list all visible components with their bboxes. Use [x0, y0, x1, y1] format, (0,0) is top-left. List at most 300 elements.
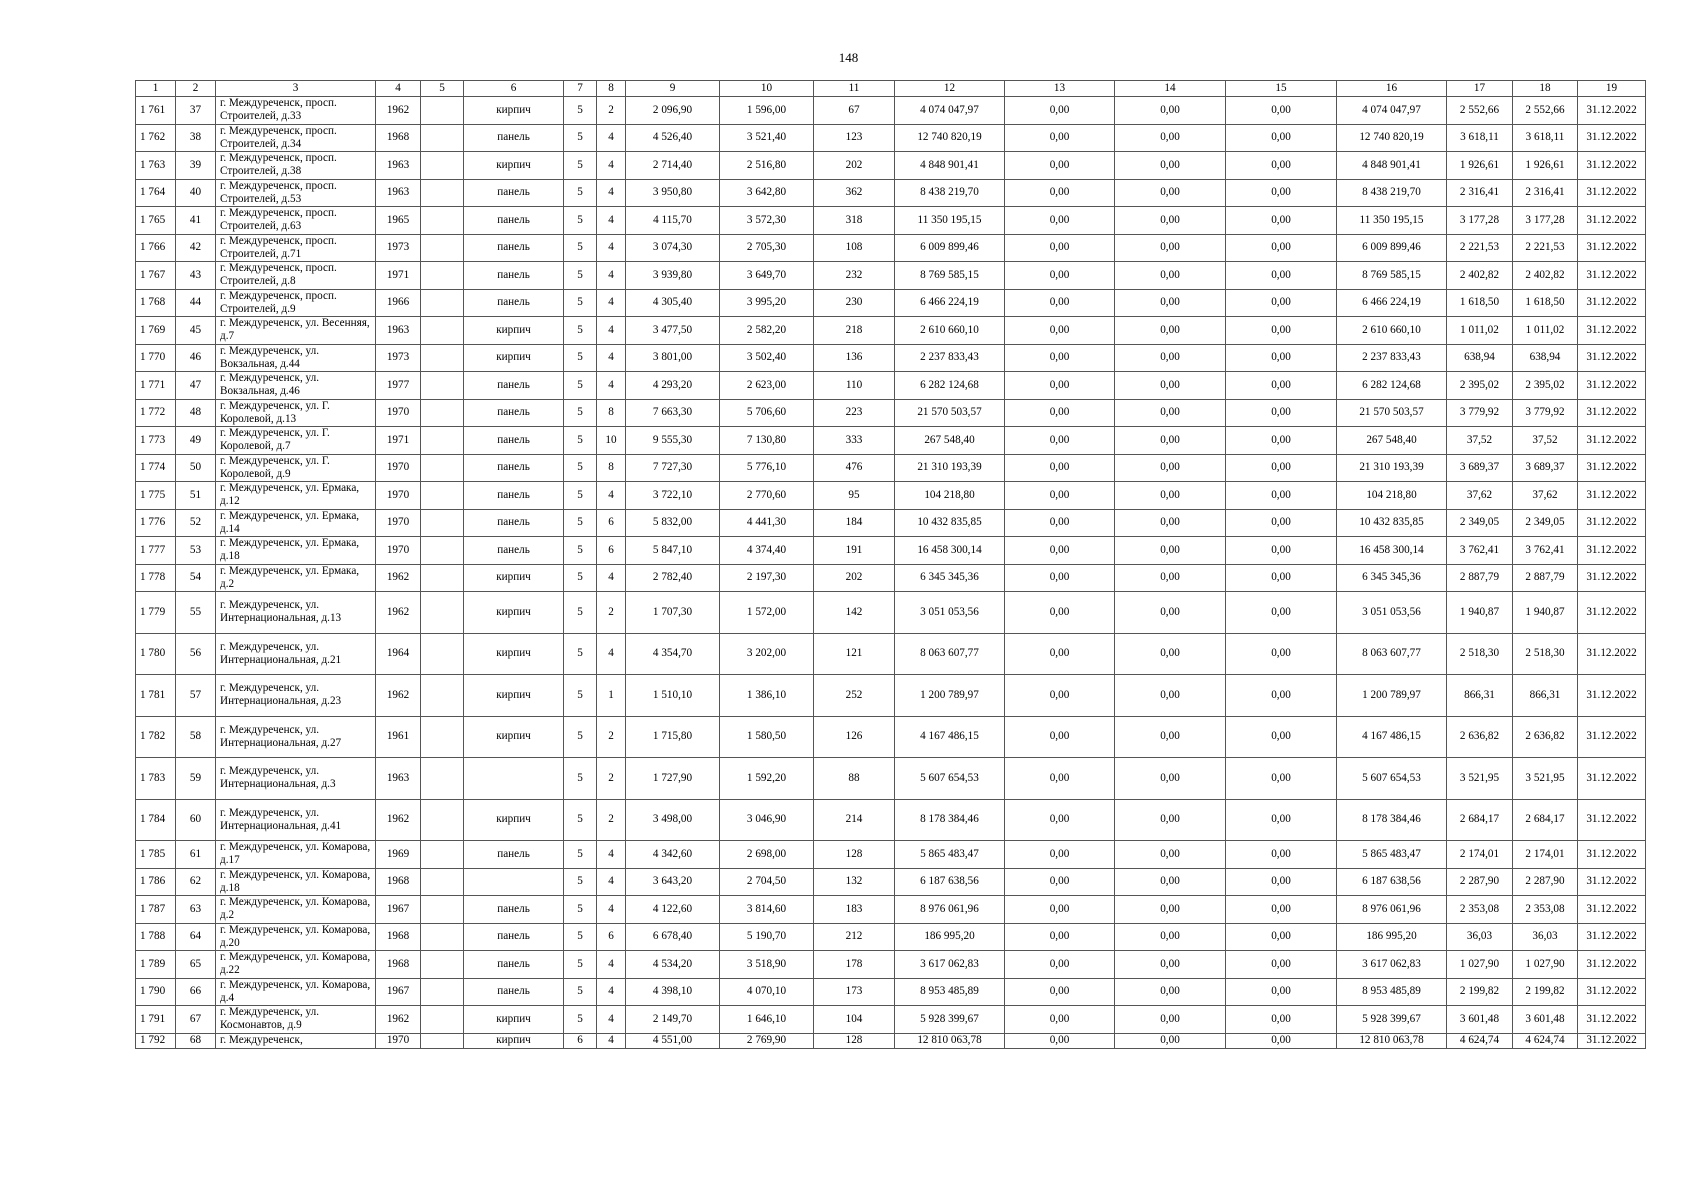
cell-col-19: 31.12.2022 — [1578, 234, 1646, 262]
cell-col-10: 4 070,10 — [720, 978, 814, 1006]
table-row — [136, 234, 1646, 262]
cell-col-2: 50 — [176, 454, 216, 482]
cell-col-16: 8 063 607,77 — [1337, 633, 1447, 675]
header-cell-1: 1 — [136, 81, 176, 97]
cell-col-17: 866,31 — [1447, 675, 1513, 717]
cell-col-13: 0,00 — [1005, 1033, 1115, 1048]
cell-col-17: 3 618,11 — [1447, 124, 1513, 152]
cell-col-5 — [421, 399, 464, 427]
cell-col-6: панель — [464, 207, 564, 235]
cell-col-15: 0,00 — [1226, 509, 1337, 537]
cell-col-10: 2 623,00 — [720, 372, 814, 400]
cell-col-18: 2 221,53 — [1513, 234, 1578, 262]
cell-col-1: 1 770 — [136, 344, 176, 372]
cell-col-16: 6 187 638,56 — [1337, 868, 1447, 896]
cell-col-16: 16 458 300,14 — [1337, 537, 1447, 565]
cell-col-5 — [421, 482, 464, 510]
cell-col-8: 4 — [597, 207, 626, 235]
cell-col-13: 0,00 — [1005, 152, 1115, 180]
cell-col-16: 8 769 585,15 — [1337, 262, 1447, 290]
cell-col-5 — [421, 896, 464, 924]
cell-col-18: 2 395,02 — [1513, 372, 1578, 400]
cell-col-16: 267 548,40 — [1337, 427, 1447, 455]
cell-col-1: 1 767 — [136, 262, 176, 290]
cell-col-5 — [421, 152, 464, 180]
cell-col-17: 36,03 — [1447, 923, 1513, 951]
cell-col-7: 5 — [564, 564, 597, 592]
cell-col-13: 0,00 — [1005, 509, 1115, 537]
cell-col-8: 4 — [597, 262, 626, 290]
cell-col-11: 318 — [814, 207, 895, 235]
table-row — [136, 509, 1646, 537]
cell-col-19: 31.12.2022 — [1578, 427, 1646, 455]
cell-col-16: 6 345 345,36 — [1337, 564, 1447, 592]
cell-col-3: г. Междуреченск, просп. Строителей, д.53 — [216, 179, 376, 207]
cell-col-15: 0,00 — [1226, 896, 1337, 924]
cell-col-15: 0,00 — [1226, 633, 1337, 675]
cell-col-19: 31.12.2022 — [1578, 1006, 1646, 1034]
cell-col-18: 3 618,11 — [1513, 124, 1578, 152]
cell-col-12: 8 953 485,89 — [895, 978, 1005, 1006]
cell-col-5 — [421, 951, 464, 979]
cell-col-17: 2 684,17 — [1447, 799, 1513, 841]
cell-col-10: 2 516,80 — [720, 152, 814, 180]
cell-col-9: 3 498,00 — [626, 799, 720, 841]
cell-col-18: 2 684,17 — [1513, 799, 1578, 841]
cell-col-5 — [421, 234, 464, 262]
cell-col-17: 3 762,41 — [1447, 537, 1513, 565]
cell-col-17: 638,94 — [1447, 344, 1513, 372]
cell-col-4: 1963 — [376, 152, 421, 180]
cell-col-18: 37,62 — [1513, 482, 1578, 510]
cell-col-1: 1 779 — [136, 592, 176, 634]
cell-col-5 — [421, 675, 464, 717]
cell-col-17: 1 011,02 — [1447, 317, 1513, 345]
cell-col-14: 0,00 — [1115, 262, 1226, 290]
cell-col-8: 4 — [597, 951, 626, 979]
cell-col-10: 3 521,40 — [720, 124, 814, 152]
cell-col-18: 4 624,74 — [1513, 1033, 1578, 1048]
cell-col-10: 3 649,70 — [720, 262, 814, 290]
cell-col-13: 0,00 — [1005, 841, 1115, 869]
cell-col-2: 41 — [176, 207, 216, 235]
cell-col-5 — [421, 207, 464, 235]
cell-col-6: панель — [464, 841, 564, 869]
cell-col-17: 4 624,74 — [1447, 1033, 1513, 1048]
cell-col-6: кирпич — [464, 675, 564, 717]
cell-col-18: 1 940,87 — [1513, 592, 1578, 634]
cell-col-11: 218 — [814, 317, 895, 345]
cell-col-12: 11 350 195,15 — [895, 207, 1005, 235]
cell-col-13: 0,00 — [1005, 427, 1115, 455]
cell-col-16: 8 178 384,46 — [1337, 799, 1447, 841]
cell-col-14: 0,00 — [1115, 207, 1226, 235]
cell-col-14: 0,00 — [1115, 978, 1226, 1006]
cell-col-11: 126 — [814, 716, 895, 758]
cell-col-18: 2 552,66 — [1513, 97, 1578, 125]
cell-col-11: 232 — [814, 262, 895, 290]
cell-col-5 — [421, 716, 464, 758]
header-cell-2: 2 — [176, 81, 216, 97]
cell-col-1: 1 790 — [136, 978, 176, 1006]
cell-col-13: 0,00 — [1005, 633, 1115, 675]
cell-col-18: 1 011,02 — [1513, 317, 1578, 345]
cell-col-8: 4 — [597, 482, 626, 510]
cell-col-13: 0,00 — [1005, 482, 1115, 510]
cell-col-7: 5 — [564, 97, 597, 125]
header-cell-17: 17 — [1447, 81, 1513, 97]
cell-col-13: 0,00 — [1005, 592, 1115, 634]
cell-col-6: панель — [464, 923, 564, 951]
cell-col-2: 62 — [176, 868, 216, 896]
cell-col-18: 2 402,82 — [1513, 262, 1578, 290]
cell-col-17: 2 349,05 — [1447, 509, 1513, 537]
cell-col-8: 4 — [597, 1033, 626, 1048]
cell-col-19: 31.12.2022 — [1578, 716, 1646, 758]
cell-col-7: 5 — [564, 868, 597, 896]
cell-col-1: 1 777 — [136, 537, 176, 565]
cell-col-14: 0,00 — [1115, 317, 1226, 345]
cell-col-12: 6 187 638,56 — [895, 868, 1005, 896]
cell-col-6: панель — [464, 179, 564, 207]
cell-col-16: 104 218,80 — [1337, 482, 1447, 510]
cell-col-10: 3 046,90 — [720, 799, 814, 841]
cell-col-13: 0,00 — [1005, 289, 1115, 317]
cell-col-9: 2 149,70 — [626, 1006, 720, 1034]
cell-col-19: 31.12.2022 — [1578, 633, 1646, 675]
cell-col-18: 3 521,95 — [1513, 758, 1578, 800]
cell-col-8: 2 — [597, 97, 626, 125]
cell-col-15: 0,00 — [1226, 799, 1337, 841]
cell-col-18: 3 689,37 — [1513, 454, 1578, 482]
cell-col-2: 53 — [176, 537, 216, 565]
cell-col-11: 67 — [814, 97, 895, 125]
cell-col-14: 0,00 — [1115, 97, 1226, 125]
cell-col-17: 2 174,01 — [1447, 841, 1513, 869]
cell-col-16: 12 810 063,78 — [1337, 1033, 1447, 1048]
cell-col-11: 191 — [814, 537, 895, 565]
header-cell-5: 5 — [421, 81, 464, 97]
header-cell-11: 11 — [814, 81, 895, 97]
table-row — [136, 372, 1646, 400]
cell-col-18: 3 762,41 — [1513, 537, 1578, 565]
cell-col-17: 37,62 — [1447, 482, 1513, 510]
cell-col-14: 0,00 — [1115, 454, 1226, 482]
cell-col-6: панель — [464, 427, 564, 455]
cell-col-12: 186 995,20 — [895, 923, 1005, 951]
cell-col-2: 66 — [176, 978, 216, 1006]
cell-col-7: 5 — [564, 344, 597, 372]
cell-col-2: 39 — [176, 152, 216, 180]
cell-col-9: 4 551,00 — [626, 1033, 720, 1048]
cell-col-9: 7 727,30 — [626, 454, 720, 482]
cell-col-4: 1970 — [376, 537, 421, 565]
cell-col-1: 1 766 — [136, 234, 176, 262]
cell-col-6: панель — [464, 482, 564, 510]
cell-col-9: 3 074,30 — [626, 234, 720, 262]
table-row — [136, 978, 1646, 1006]
cell-col-5 — [421, 509, 464, 537]
cell-col-10: 3 202,00 — [720, 633, 814, 675]
cell-col-17: 1 940,87 — [1447, 592, 1513, 634]
cell-col-19: 31.12.2022 — [1578, 537, 1646, 565]
cell-col-6: кирпич — [464, 152, 564, 180]
cell-col-4: 1963 — [376, 317, 421, 345]
cell-col-6: панель — [464, 537, 564, 565]
cell-col-15: 0,00 — [1226, 1006, 1337, 1034]
cell-col-16: 2 610 660,10 — [1337, 317, 1447, 345]
cell-col-1: 1 786 — [136, 868, 176, 896]
cell-col-6: кирпич — [464, 564, 564, 592]
cell-col-6: панель — [464, 454, 564, 482]
cell-col-8: 4 — [597, 896, 626, 924]
cell-col-19: 31.12.2022 — [1578, 1033, 1646, 1048]
cell-col-9: 5 832,00 — [626, 509, 720, 537]
cell-col-8: 4 — [597, 633, 626, 675]
cell-col-17: 2 552,66 — [1447, 97, 1513, 125]
cell-col-6: панель — [464, 951, 564, 979]
cell-col-3: г. Междуреченск, ул. Ермака, д.2 — [216, 564, 376, 592]
cell-col-8: 4 — [597, 289, 626, 317]
table-row — [136, 344, 1646, 372]
cell-col-10: 2 582,20 — [720, 317, 814, 345]
cell-col-18: 2 174,01 — [1513, 841, 1578, 869]
cell-col-17: 1 926,61 — [1447, 152, 1513, 180]
cell-col-14: 0,00 — [1115, 1006, 1226, 1034]
table-row — [136, 951, 1646, 979]
cell-col-3: г. Междуреченск, ул. Г. Королевой, д.13 — [216, 399, 376, 427]
cell-col-6: кирпич — [464, 1006, 564, 1034]
table-row — [136, 896, 1646, 924]
cell-col-8: 4 — [597, 868, 626, 896]
cell-col-11: 108 — [814, 234, 895, 262]
cell-col-11: 184 — [814, 509, 895, 537]
cell-col-16: 1 200 789,97 — [1337, 675, 1447, 717]
cell-col-8: 4 — [597, 841, 626, 869]
cell-col-5 — [421, 868, 464, 896]
cell-col-11: 252 — [814, 675, 895, 717]
cell-col-3: г. Междуреченск, — [216, 1033, 376, 1048]
cell-col-5 — [421, 1006, 464, 1034]
cell-col-2: 42 — [176, 234, 216, 262]
cell-col-3: г. Междуреченск, ул. Интернациональная, д.23 — [216, 675, 376, 717]
cell-col-2: 65 — [176, 951, 216, 979]
table-row — [136, 179, 1646, 207]
cell-col-17: 3 689,37 — [1447, 454, 1513, 482]
cell-col-14: 0,00 — [1115, 716, 1226, 758]
cell-col-13: 0,00 — [1005, 923, 1115, 951]
cell-col-11: 136 — [814, 344, 895, 372]
cell-col-12: 4 167 486,15 — [895, 716, 1005, 758]
cell-col-3: г. Междуреченск, ул. Г. Королевой, д.9 — [216, 454, 376, 482]
cell-col-1: 1 762 — [136, 124, 176, 152]
cell-col-3: г. Междуреченск, ул. Комарова, д.17 — [216, 841, 376, 869]
cell-col-2: 46 — [176, 344, 216, 372]
cell-col-2: 48 — [176, 399, 216, 427]
cell-col-19: 31.12.2022 — [1578, 317, 1646, 345]
cell-col-13: 0,00 — [1005, 868, 1115, 896]
table-row — [136, 868, 1646, 896]
cell-col-5 — [421, 537, 464, 565]
cell-col-3: г. Междуреченск, ул. Интернациональная, д.27 — [216, 716, 376, 758]
cell-col-12: 6 345 345,36 — [895, 564, 1005, 592]
cell-col-11: 183 — [814, 896, 895, 924]
table-row — [136, 317, 1646, 345]
table-row — [136, 564, 1646, 592]
cell-col-18: 3 177,28 — [1513, 207, 1578, 235]
cell-col-11: 121 — [814, 633, 895, 675]
cell-col-15: 0,00 — [1226, 675, 1337, 717]
table-row — [136, 633, 1646, 675]
cell-col-16: 3 051 053,56 — [1337, 592, 1447, 634]
cell-col-1: 1 768 — [136, 289, 176, 317]
cell-col-15: 0,00 — [1226, 372, 1337, 400]
header-cell-6: 6 — [464, 81, 564, 97]
cell-col-18: 2 518,30 — [1513, 633, 1578, 675]
cell-col-10: 2 698,00 — [720, 841, 814, 869]
cell-col-3: г. Междуреченск, просп. Строителей, д.38 — [216, 152, 376, 180]
cell-col-15: 0,00 — [1226, 97, 1337, 125]
cell-col-15: 0,00 — [1226, 482, 1337, 510]
table-row — [136, 152, 1646, 180]
table-row — [136, 592, 1646, 634]
cell-col-9: 3 950,80 — [626, 179, 720, 207]
cell-col-6: кирпич — [464, 344, 564, 372]
cell-col-19: 31.12.2022 — [1578, 564, 1646, 592]
cell-col-12: 8 769 585,15 — [895, 262, 1005, 290]
cell-col-3: г. Междуреченск, просп. Строителей, д.8 — [216, 262, 376, 290]
cell-col-8: 6 — [597, 537, 626, 565]
cell-col-11: 123 — [814, 124, 895, 152]
cell-col-7: 5 — [564, 592, 597, 634]
cell-col-13: 0,00 — [1005, 372, 1115, 400]
cell-col-1: 1 785 — [136, 841, 176, 869]
cell-col-12: 3 051 053,56 — [895, 592, 1005, 634]
cell-col-18: 3 779,92 — [1513, 399, 1578, 427]
header-cell-18: 18 — [1513, 81, 1578, 97]
cell-col-16: 6 009 899,46 — [1337, 234, 1447, 262]
header-cell-3: 3 — [216, 81, 376, 97]
cell-col-6: панель — [464, 124, 564, 152]
cell-col-9: 3 722,10 — [626, 482, 720, 510]
cell-col-18: 638,94 — [1513, 344, 1578, 372]
cell-col-7: 5 — [564, 124, 597, 152]
cell-col-10: 1 596,00 — [720, 97, 814, 125]
cell-col-2: 58 — [176, 716, 216, 758]
header-cell-13: 13 — [1005, 81, 1115, 97]
cell-col-11: 173 — [814, 978, 895, 1006]
cell-col-19: 31.12.2022 — [1578, 951, 1646, 979]
cell-col-7: 5 — [564, 317, 597, 345]
cell-col-12: 1 200 789,97 — [895, 675, 1005, 717]
cell-col-8: 2 — [597, 758, 626, 800]
cell-col-18: 2 316,41 — [1513, 179, 1578, 207]
table-row — [136, 1006, 1646, 1034]
cell-col-6: кирпич — [464, 1033, 564, 1048]
cell-col-12: 10 432 835,85 — [895, 509, 1005, 537]
cell-col-13: 0,00 — [1005, 978, 1115, 1006]
cell-col-7: 5 — [564, 399, 597, 427]
table-row — [136, 799, 1646, 841]
cell-col-16: 10 432 835,85 — [1337, 509, 1447, 537]
table-header — [136, 81, 1646, 97]
cell-col-19: 31.12.2022 — [1578, 841, 1646, 869]
cell-col-8: 4 — [597, 234, 626, 262]
cell-col-17: 2 316,41 — [1447, 179, 1513, 207]
cell-col-10: 2 769,90 — [720, 1033, 814, 1048]
cell-col-10: 7 130,80 — [720, 427, 814, 455]
cell-col-12: 8 178 384,46 — [895, 799, 1005, 841]
cell-col-19: 31.12.2022 — [1578, 482, 1646, 510]
cell-col-2: 54 — [176, 564, 216, 592]
cell-col-8: 4 — [597, 152, 626, 180]
cell-col-9: 4 122,60 — [626, 896, 720, 924]
cell-col-1: 1 787 — [136, 896, 176, 924]
cell-col-4: 1968 — [376, 923, 421, 951]
cell-col-15: 0,00 — [1226, 592, 1337, 634]
cell-col-10: 1 580,50 — [720, 716, 814, 758]
cell-col-9: 1 510,10 — [626, 675, 720, 717]
cell-col-11: 88 — [814, 758, 895, 800]
cell-col-9: 4 293,20 — [626, 372, 720, 400]
cell-col-16: 4 167 486,15 — [1337, 716, 1447, 758]
cell-col-4: 1961 — [376, 716, 421, 758]
cell-col-2: 44 — [176, 289, 216, 317]
cell-col-14: 0,00 — [1115, 675, 1226, 717]
cell-col-10: 5 776,10 — [720, 454, 814, 482]
cell-col-8: 2 — [597, 799, 626, 841]
cell-col-6: кирпич — [464, 317, 564, 345]
cell-col-14: 0,00 — [1115, 509, 1226, 537]
cell-col-7: 6 — [564, 1033, 597, 1048]
cell-col-12: 5 928 399,67 — [895, 1006, 1005, 1034]
cell-col-6: кирпич — [464, 633, 564, 675]
cell-col-1: 1 763 — [136, 152, 176, 180]
cell-col-1: 1 781 — [136, 675, 176, 717]
cell-col-12: 6 466 224,19 — [895, 289, 1005, 317]
cell-col-12: 6 282 124,68 — [895, 372, 1005, 400]
cell-col-10: 4 374,40 — [720, 537, 814, 565]
cell-col-3: г. Междуреченск, ул. Г. Королевой, д.7 — [216, 427, 376, 455]
cell-col-10: 1 386,10 — [720, 675, 814, 717]
cell-col-14: 0,00 — [1115, 841, 1226, 869]
cell-col-1: 1 775 — [136, 482, 176, 510]
cell-col-15: 0,00 — [1226, 978, 1337, 1006]
cell-col-10: 3 518,90 — [720, 951, 814, 979]
cell-col-1: 1 783 — [136, 758, 176, 800]
header-cell-7: 7 — [564, 81, 597, 97]
cell-col-15: 0,00 — [1226, 716, 1337, 758]
table-row — [136, 97, 1646, 125]
header-cell-9: 9 — [626, 81, 720, 97]
cell-col-13: 0,00 — [1005, 454, 1115, 482]
cell-col-1: 1 792 — [136, 1033, 176, 1048]
cell-col-9: 4 398,10 — [626, 978, 720, 1006]
cell-col-5 — [421, 179, 464, 207]
cell-col-4: 1962 — [376, 592, 421, 634]
cell-col-7: 5 — [564, 152, 597, 180]
cell-col-9: 4 526,40 — [626, 124, 720, 152]
cell-col-16: 12 740 820,19 — [1337, 124, 1447, 152]
cell-col-19: 31.12.2022 — [1578, 372, 1646, 400]
header-row — [136, 81, 1646, 97]
page-number: 148 — [838, 50, 859, 65]
cell-col-7: 5 — [564, 372, 597, 400]
cell-col-4: 1962 — [376, 97, 421, 125]
cell-col-5 — [421, 262, 464, 290]
cell-col-2: 43 — [176, 262, 216, 290]
cell-col-7: 5 — [564, 896, 597, 924]
